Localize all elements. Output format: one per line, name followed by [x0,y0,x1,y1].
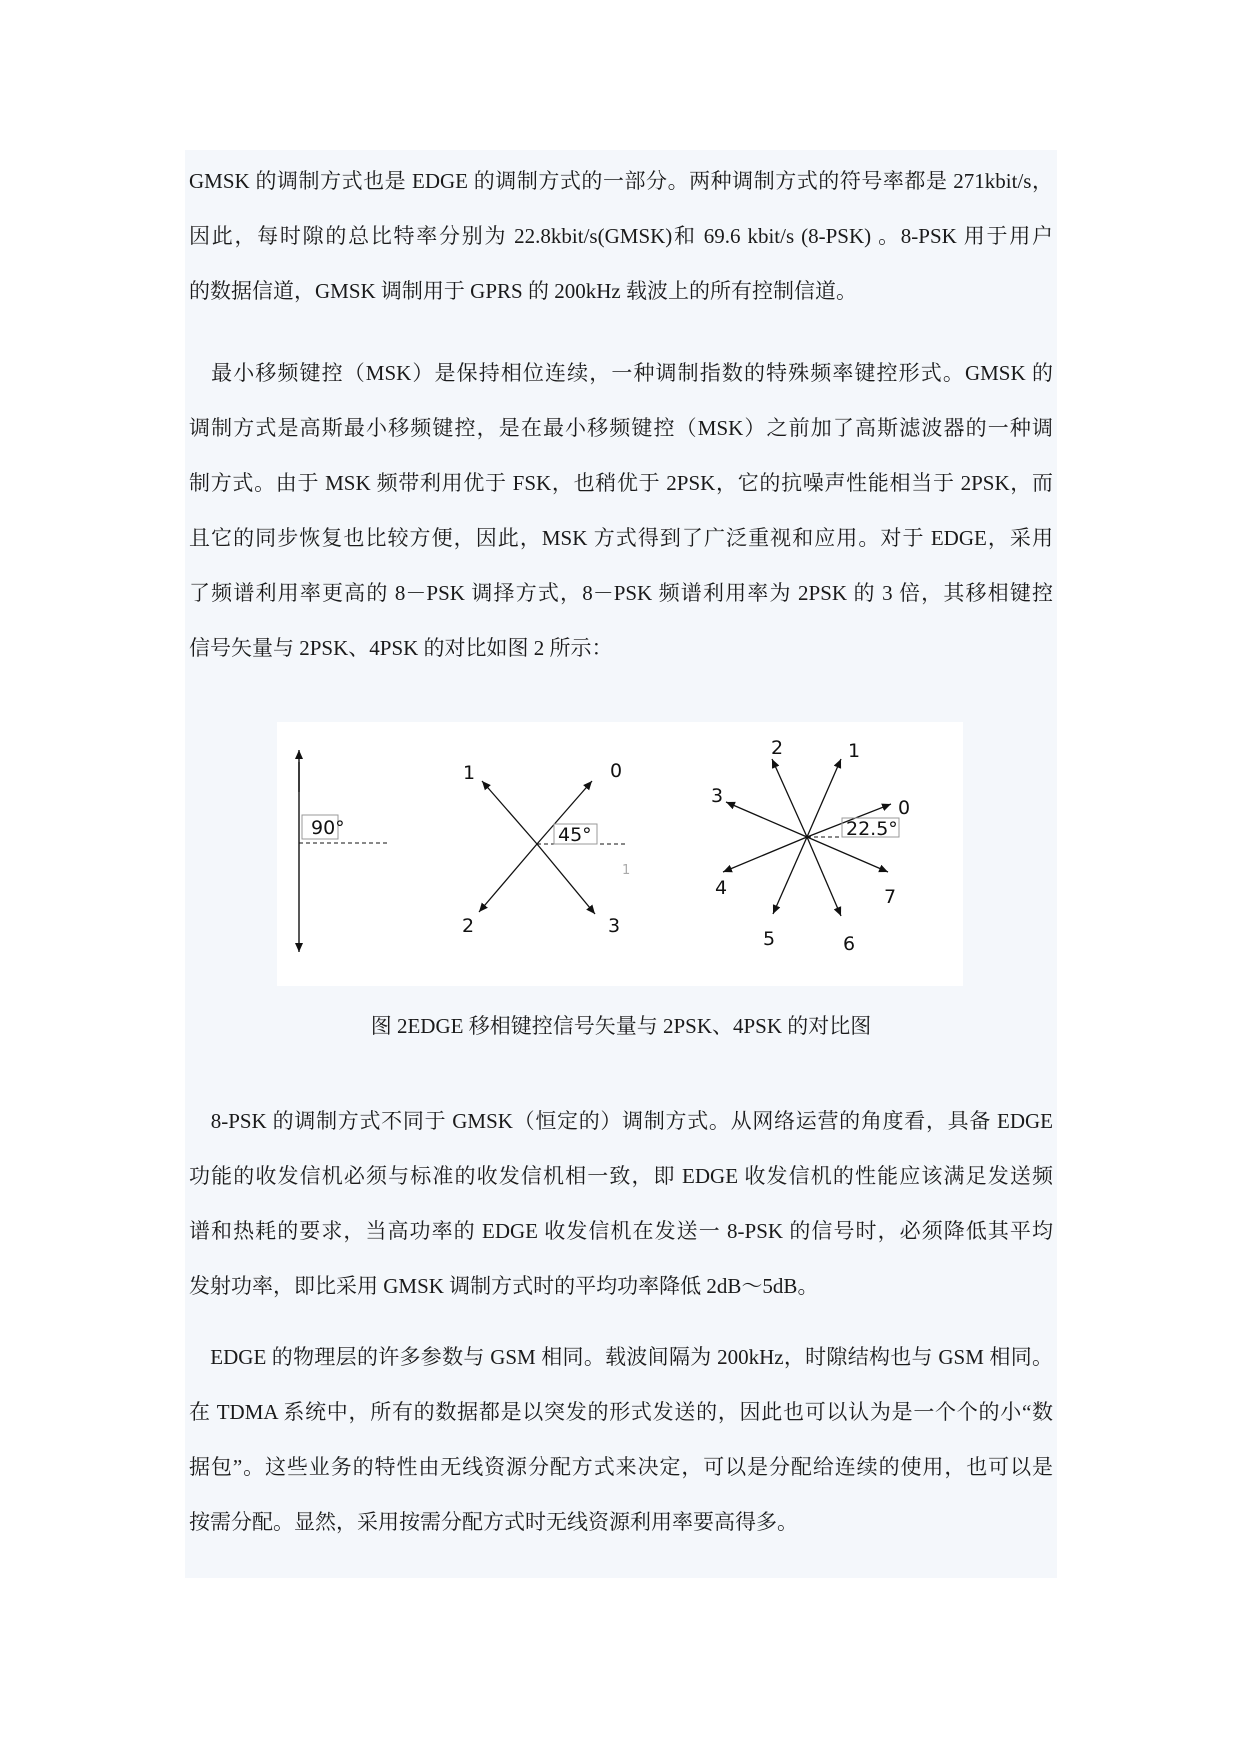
text-line: 在 TDMA 系统中，所有的数据都是以突发的形式发送的，因此也可以认为是一个个的小“数 [189,1400,1053,1424]
stray-label: 1 [622,863,631,878]
vector-label: 1 [463,762,476,784]
text-line: GMSK 的调制方式也是 EDGE 的调制方式的一部分。两种调制方式的符号率都是 271kbit/s， [189,169,1053,193]
text-line: 制方式。由于 MSK 频带利用优于 FSK，也稍优于 2PSK，它的抗噪声性能相当于 2PSK，而 [189,471,1053,495]
vector-arrow [537,844,595,914]
paragraph-3 [189,1094,1053,1314]
text-line: 因此，每时隙的总比特率分别为 22.8kbit/s(GMSK)和 69.6 kbit/s (8-PSK) 。8-PSK 用于用户 [189,224,1053,248]
vector-label: 7 [884,886,897,908]
text-line: 谱和热耗的要求，当高功率的 EDGE 收发信机在发送一 8-PSK 的信号时，必须降低其平均 [189,1219,1053,1243]
text-line: 调制方式是高斯最小移频键控，是在最小移频键控（MSK）之前加了高斯滤波器的一种调 [189,416,1053,440]
text-line: 了频谱利用率更高的 8－PSK 调择方式，8－PSK 频谱利用率为 2PSK 的 3 倍，其移相键控 [189,581,1053,605]
vector-label: 5 [763,928,776,950]
psk-vector-figure [277,722,963,986]
vector-label: 2 [462,915,475,937]
vector-label: 6 [843,933,856,955]
vector-arrow [482,781,537,844]
text-line: 8-PSK 的调制方式不同于 GMSK（恒定的）调制方式。从网络运营的角度看，具备 EDGE [189,1109,1053,1133]
vector-label: 2 [771,737,784,759]
psk2-diagram [299,750,390,952]
paragraph-1 [189,154,1053,319]
text-line: 且它的同步恢复也比较方便，因此，MSK 方式得到了广泛重视和应用。对于 EDGE，采用 [189,526,1053,550]
vector-label: 0 [898,797,911,819]
text-line: 据包”。这些业务的特性由无线资源分配方式来决定，可以是分配给连续的使用，也可以是 [189,1455,1053,1479]
angle-label: 45° [558,824,592,846]
text-line: 发射功率，即比采用 GMSK 调制方式时的平均功率降低 2dB～5dB。 [189,1274,819,1298]
figure-caption: 图 2EDGE 移相键控信号矢量与 2PSK、4PSK 的对比图 [370,1014,872,1038]
vector-arrow [479,844,537,912]
angle-label: 90° [311,817,345,839]
text-line: EDGE 的物理层的许多参数与 GSM 相同。载波间隔为 200kHz，时隙结构也与 GSM 相同。 [189,1345,1053,1369]
vector-label: 3 [711,785,724,807]
text-line: 按需分配。显然，采用按需分配方式时无线资源利用率要高得多。 [189,1510,798,1534]
vector-arrow [726,802,807,837]
vector-label: 3 [608,915,621,937]
text-line: 的数据信道，GMSK 调制用于 GPRS 的 200kHz 载波上的所有控制信道。 [189,279,857,303]
psk8-diagram [711,737,910,955]
vector-label: 1 [848,740,861,762]
paragraph-4 [189,1330,1053,1550]
paragraph-2 [189,346,1053,676]
text-line: 功能的收发信机必须与标准的收发信机相一致，即 EDGE 收发信机的性能应该满足发送频 [189,1164,1053,1188]
vector-label: 0 [610,760,623,782]
angle-label: 22.5° [846,818,898,840]
text-line: 信号矢量与 2PSK、4PSK 的对比如图 2 所示： [189,636,613,660]
psk-vector-diagram [277,722,963,986]
vector-arrow [772,759,807,837]
vector-label: 4 [715,877,728,899]
psk4-diagram [462,760,630,937]
text-line: 最小移频键控（MSK）是保持相位连续，一种调制指数的特殊频率键控形式。GMSK 的 [189,361,1053,385]
